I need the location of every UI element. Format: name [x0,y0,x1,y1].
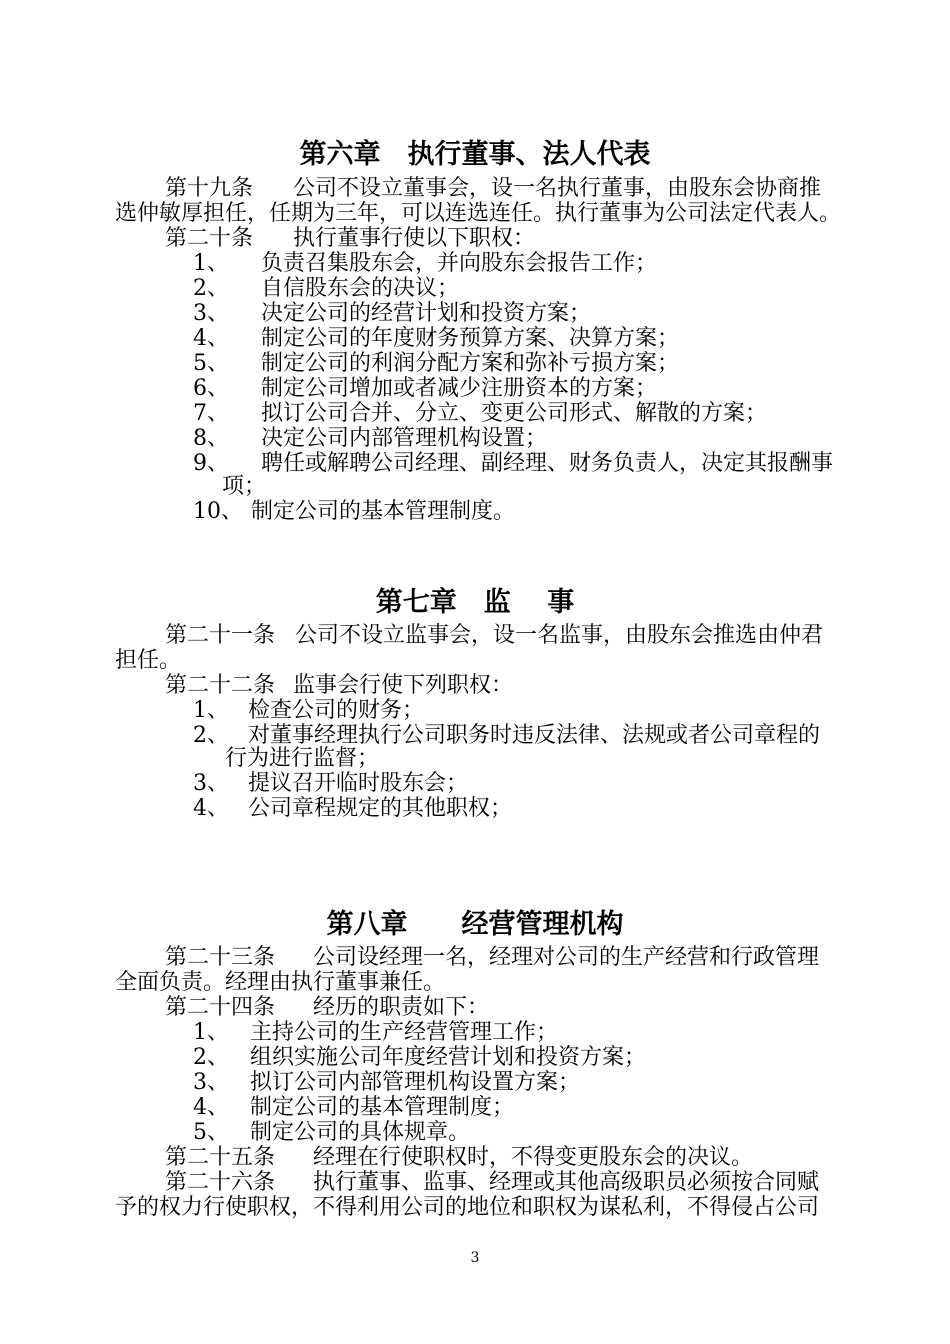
list-item: 4、 公司章程规定的其他职权； [193,796,513,821]
list-item: 5、 制定公司的利润分配方案和弥补亏损方案； [193,351,680,376]
article-text: 公司不设立监事会，设一名监事，由股东会推选由仲君 [295,623,824,648]
article-line: 担任。 [115,648,182,673]
article-text: 经理在行使职权时，不得变更股东会的决议。 [313,1145,754,1170]
article-head: 第二十二条 [165,673,276,698]
article-text: 经历的职责如下： [313,995,490,1020]
article-line: 予的权力行使职权，不得利用公司的地位和职权为谋私利，不得侵占公司 [115,1195,820,1220]
list-item: 8、 决定公司内部管理机构设置； [193,426,548,451]
page-number: 3 [470,1250,480,1266]
article-head: 第二十条 [165,226,254,251]
list-item: 7、 拟订公司合并、分立、变更公司形式、解散的方案； [193,401,768,426]
list-item: 3、 提议召开临时股东会； [193,771,469,796]
article-line [165,226,535,252]
chapter-title: 第六章 执行董事、法人代表 [299,139,651,170]
list-item: 10、 制定公司的基本管理制度。 [193,499,516,524]
list-item: 5、 制定公司的具体规章。 [193,1120,471,1145]
list-item: 1、 主持公司的生产经营管理工作； [193,1020,559,1045]
article-head: 第二十四条 [165,995,276,1020]
article-line [165,176,821,202]
article-head: 第十九条 [165,176,254,201]
article-line: 选仲敏厚担任，任期为三年，可以连选连任。执行董事为公司法定代表人。 [115,201,842,226]
list-item: 4、 制定公司的基本管理制度； [193,1095,515,1120]
article-head: 第二十五条 [165,1145,276,1170]
list-item: 1、 负责召集股东会，并向股东会报告工作； [193,251,658,276]
article-text: 公司设经理一名，经理对公司的生产经营和行政管理 [313,945,820,970]
list-item-continuation: 项； [222,474,267,499]
article-head: 第二十一条 [165,623,276,648]
list-item: 2、 组织实施公司年度经营计划和投资方案； [193,1045,647,1070]
article-text: 监事会行使下列职权： [293,673,514,698]
chapter-title: 第八章 经营管理机构 [326,909,624,940]
article-line: 全面负责。经理由执行董事兼任。 [115,970,446,995]
article-text: 执行董事、监事、经理或其他高级职员必须按合同赋 [313,1170,820,1195]
chapter-title: 第七章 监 事 [375,587,575,618]
article-head: 第二十六条 [165,1170,276,1195]
article-head: 第二十三条 [165,945,276,970]
article-text: 执行董事行使以下职权： [293,226,536,251]
article-text: 公司不设立董事会，设一名执行董事，由股东会协商推 [293,176,822,201]
list-item: 6、 制定公司增加或者减少注册资本的方案； [193,376,658,401]
article-line [165,673,513,699]
article-line [165,995,489,1021]
article-line [165,1145,753,1171]
list-item: 1、 检查公司的财务； [193,698,425,723]
article-line [165,1170,819,1196]
list-item: 3、 决定公司的经营计划和投资方案； [193,301,592,326]
list-item: 3、 拟订公司内部管理机构设置方案； [193,1070,581,1095]
list-item: 2、 自信股东会的决议； [193,276,460,301]
list-item-continuation: 行为进行监督； [225,746,380,771]
list-item: 2、 对董事经理执行公司职务时违反法律、法规或者公司章程的 [193,723,821,748]
list-item: 9、 聘任或解聘公司经理、副经理、财务负责人，决定其报酬事 [193,451,834,476]
article-line [165,623,823,649]
article-line [165,945,819,971]
list-item: 4、 制定公司的年度财务预算方案、决算方案； [193,326,680,351]
